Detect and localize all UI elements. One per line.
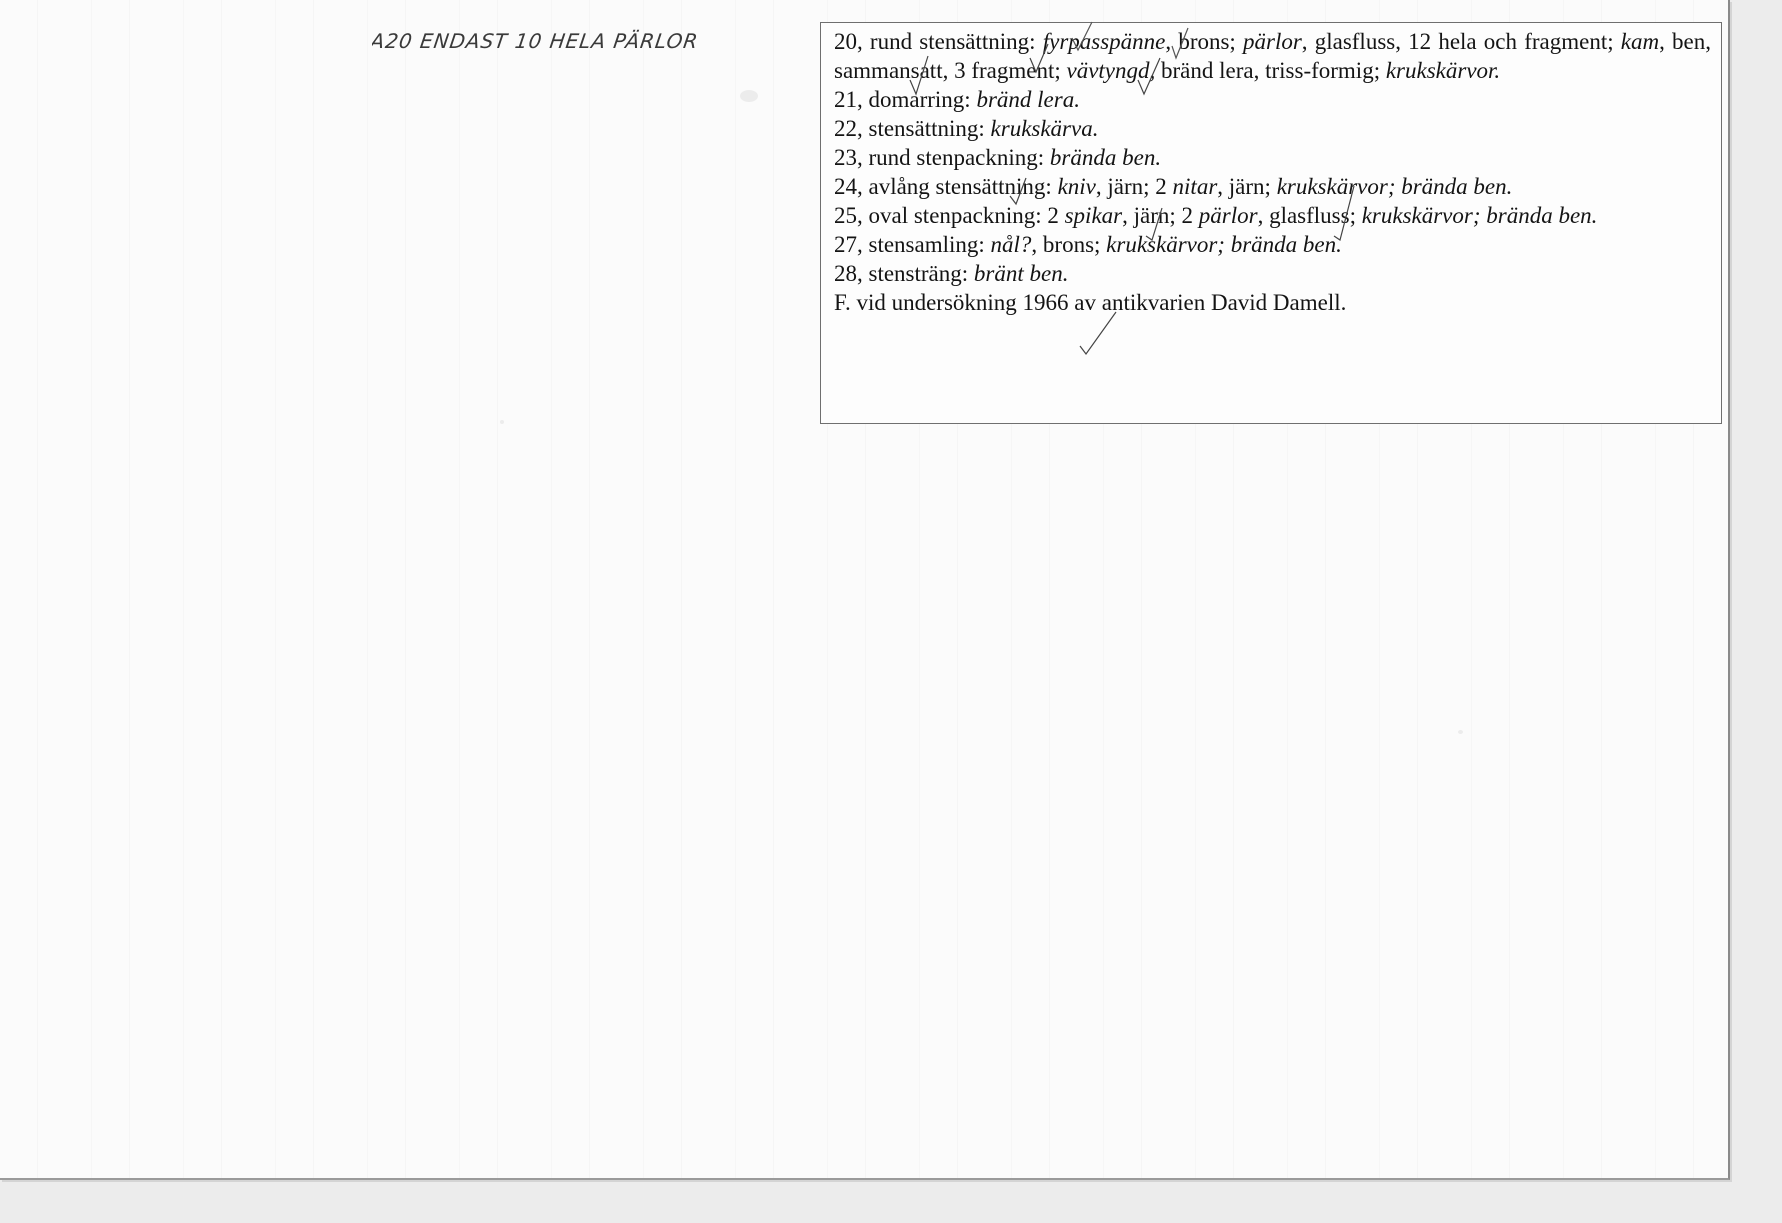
entry-text: , järn; 2 xyxy=(1095,174,1173,199)
entry-find-term: krukskärvor. xyxy=(1385,58,1501,83)
entry-text: , brons; xyxy=(1165,29,1243,54)
entry-text: 20, rund stensättning: xyxy=(834,29,1043,54)
entry-text: , glasfluss, 12 hela och fragment; xyxy=(1301,29,1621,54)
entry-27 xyxy=(834,230,1711,259)
scan-dot xyxy=(500,420,504,424)
entry-text: 22, stensättning: xyxy=(834,116,991,141)
entry-text: 24, avlång stensättning: xyxy=(834,174,1058,199)
text-clipping xyxy=(820,22,1722,424)
handwritten-note xyxy=(372,18,762,58)
entry-find-term: kam xyxy=(1620,29,1660,54)
entry-find-term: krukskärvor; brända ben. xyxy=(1276,174,1513,199)
entry-find-term: brända ben. xyxy=(1049,145,1162,170)
entry-text: , bränd lera, triss-formig; xyxy=(1149,58,1386,83)
handwritten-note-drawing xyxy=(372,18,762,58)
entry-text: , järn; 2 xyxy=(1122,203,1199,228)
scan-smudge xyxy=(740,90,758,102)
entry-find-term: bränd lera. xyxy=(976,87,1080,112)
entry-find-term: bränt ben. xyxy=(973,261,1069,286)
entry-find-term: krukskärva. xyxy=(990,116,1099,141)
entry-find-term: fyrpasspänne xyxy=(1042,29,1166,54)
entry-text: 28, stensträng: xyxy=(834,261,974,286)
entry-text: 27, stensamling: xyxy=(834,232,991,257)
entry-find-term: krukskärvor; brända ben. xyxy=(1361,203,1598,228)
entry-text: 23, rund stenpackning: xyxy=(834,145,1050,170)
entry-find-term: kniv xyxy=(1057,174,1096,199)
entry-find-term: pärlor xyxy=(1198,203,1258,228)
entry-text: , järn; xyxy=(1217,174,1277,199)
entry-text: , glasfluss; xyxy=(1257,203,1362,228)
entry-text: , brons; xyxy=(1031,232,1107,257)
entry-find-term: pärlor xyxy=(1243,29,1302,54)
entry-find-term: nål? xyxy=(990,232,1032,257)
entry-find-term: nitar xyxy=(1172,174,1218,199)
svg-text:A20 ENDAST 10 HELA PÄRLOR: A20 ENDAST 10 HELA PÄRLOR xyxy=(372,29,701,53)
entry-text: 21, domarring: xyxy=(834,87,977,112)
entry-found-note xyxy=(834,288,1711,317)
scan-dot xyxy=(1458,730,1463,734)
entry-text: 25, oval stenpackning: 2 xyxy=(834,203,1065,228)
entry-text: F. vid undersökning 1966 av antikvarien David Damell. xyxy=(834,290,1347,315)
entry-find-term: krukskärvor; brända ben. xyxy=(1106,232,1342,257)
entry-22 xyxy=(834,114,1711,143)
entry-24 xyxy=(834,172,1711,201)
entry-find-term: spikar xyxy=(1064,203,1123,228)
entry-23 xyxy=(834,143,1711,172)
entry-text: , ben, sammansatt, 3 fragment; xyxy=(834,29,1711,83)
entry-28 xyxy=(834,259,1711,288)
entry-find-term: vävtyngd xyxy=(1066,58,1150,83)
entry-21 xyxy=(834,85,1711,114)
entry-20 xyxy=(834,27,1711,85)
entry-25 xyxy=(834,201,1711,230)
